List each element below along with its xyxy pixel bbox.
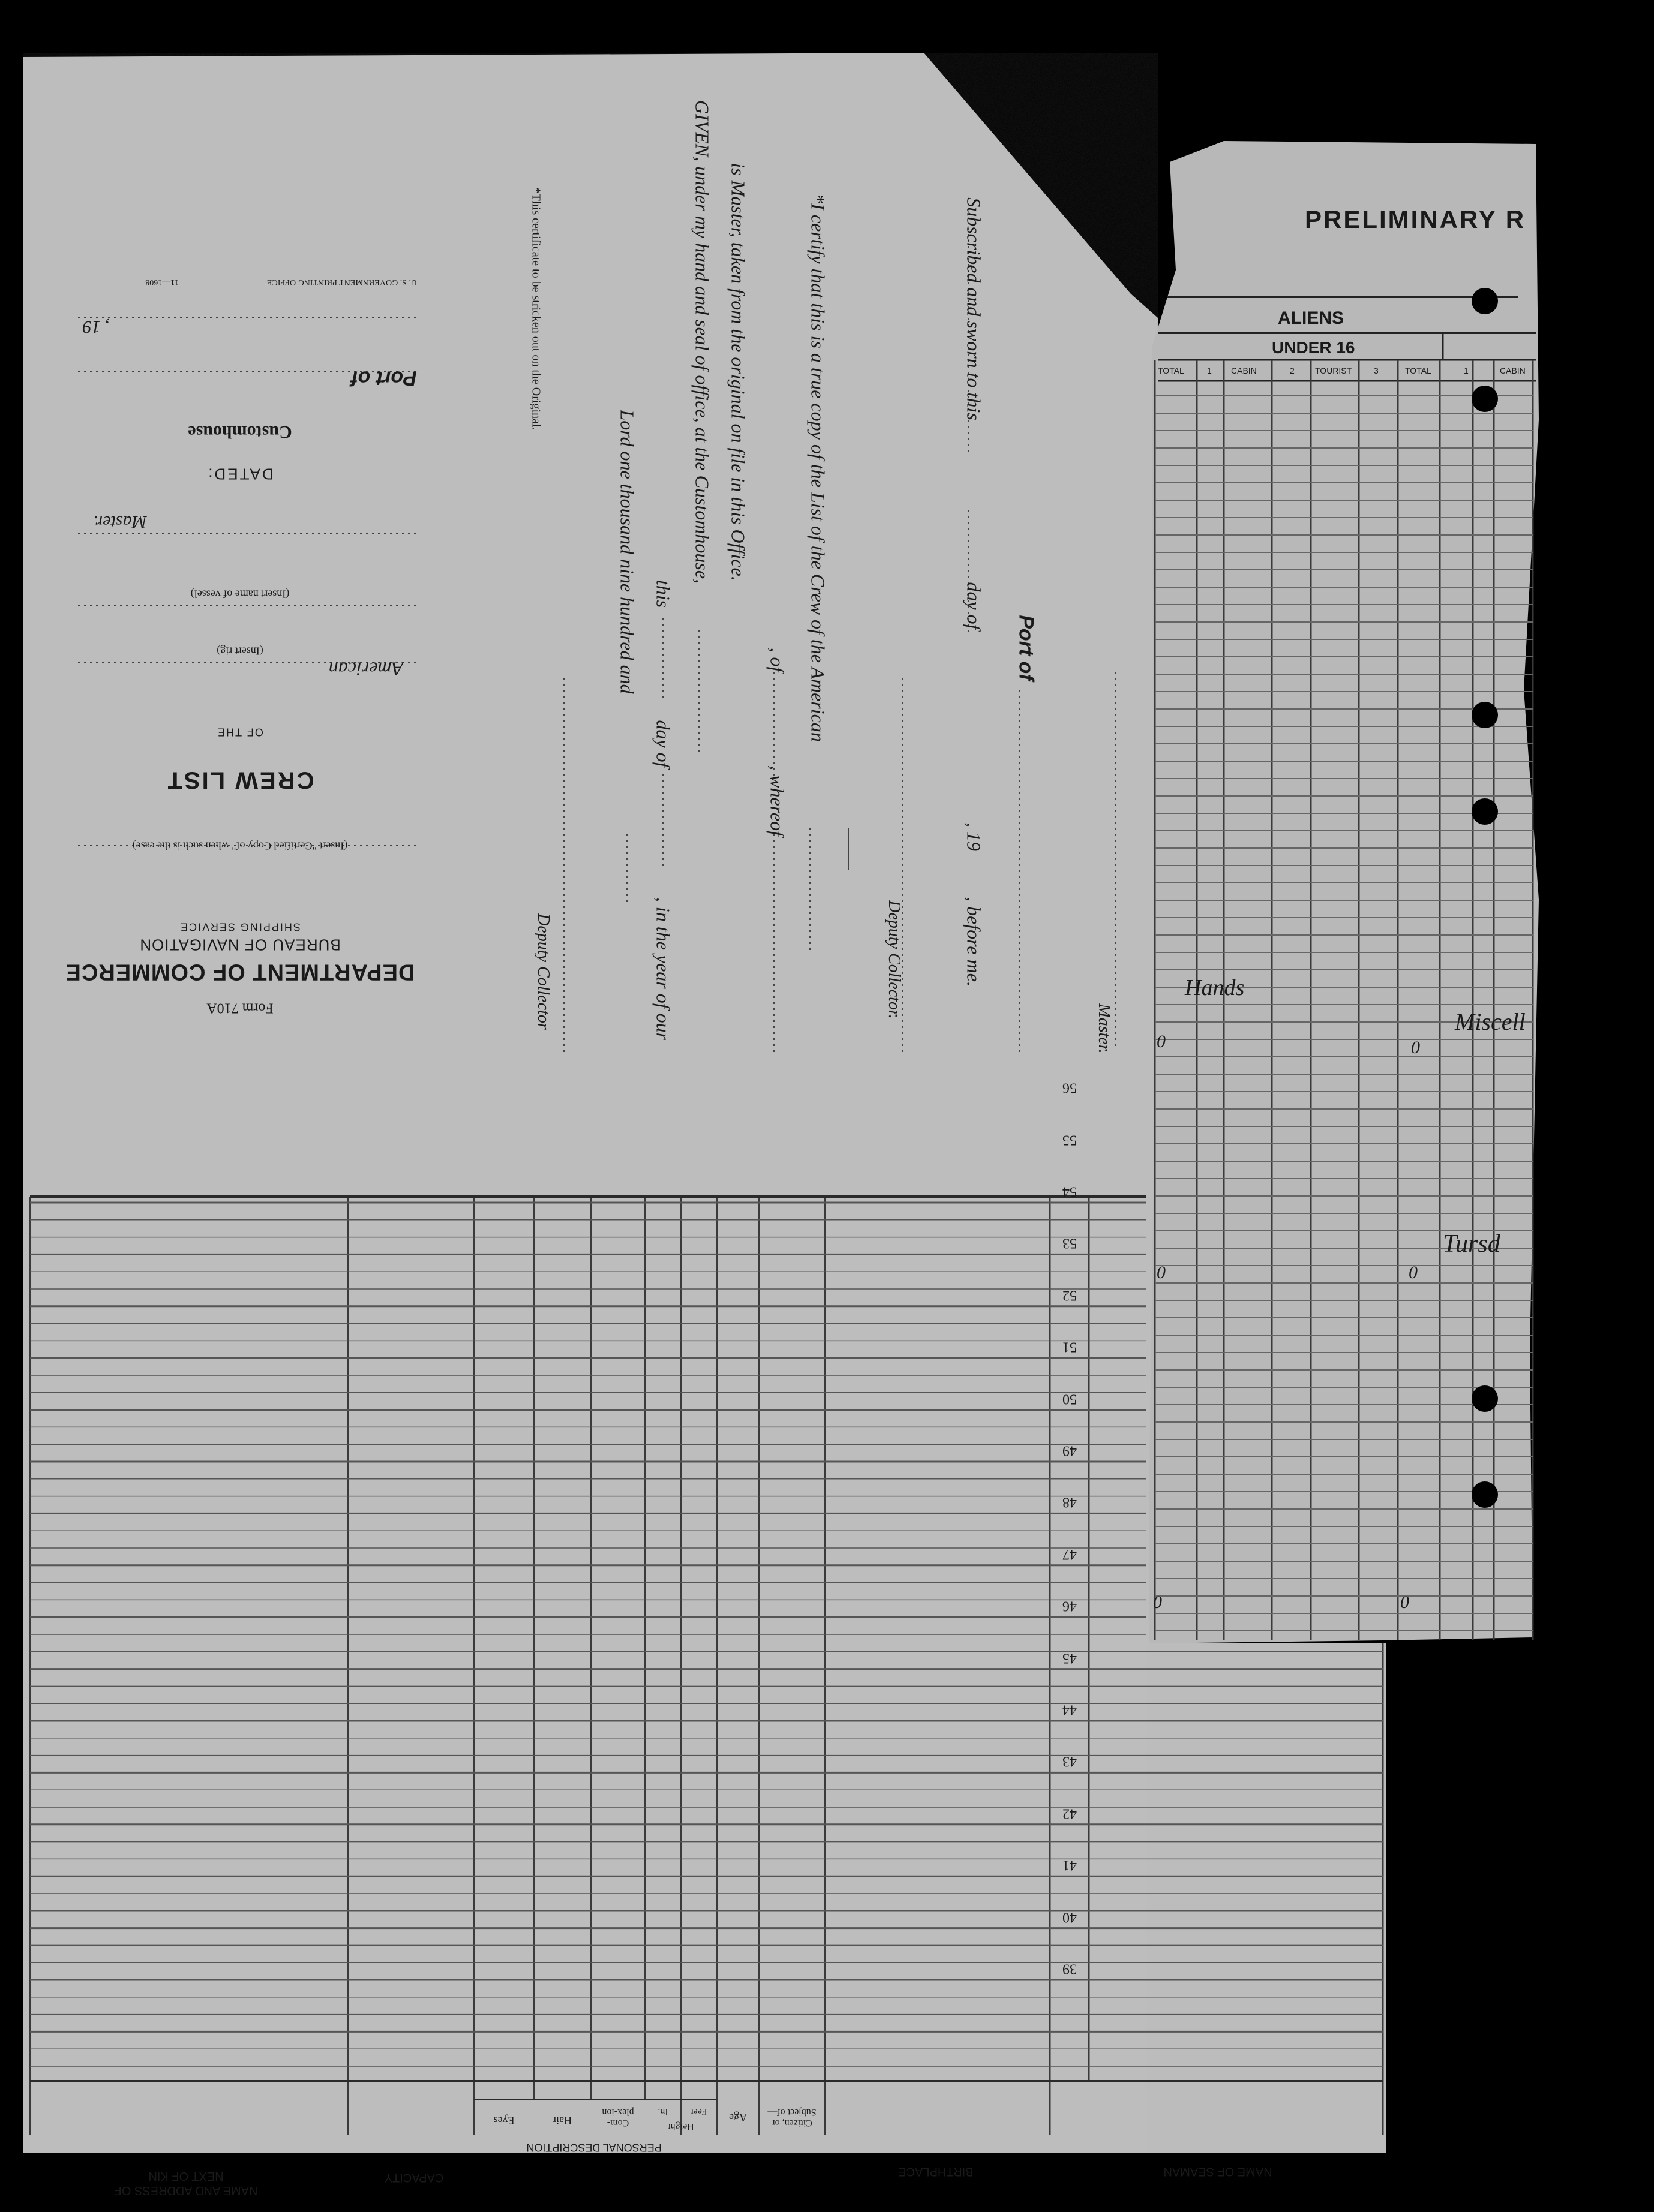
row-number: 39 (1062, 1961, 1077, 1977)
cert-port-of: Port of (1014, 615, 1038, 681)
cert-day-of-2: day of (652, 720, 674, 768)
punch-hole (1472, 386, 1498, 412)
overlay-column-label: TOTAL (1405, 366, 1431, 375)
certified-note: (Insert "Certified Copy of" when such is the case) (132, 840, 348, 852)
service-title: SHIPPING SERVICE (179, 921, 301, 933)
year-label: , 19 (82, 317, 110, 337)
row-number: 45 (1062, 1650, 1077, 1666)
header-feet: Feet (691, 2106, 707, 2117)
form-number: Form 710A (206, 1000, 274, 1016)
overlay-column-label: TOURIST (1315, 366, 1352, 375)
row-number: 43 (1062, 1753, 1077, 1769)
cert-given: GIVEN, under my hand and seal of office, at the Customhouse, (691, 100, 713, 584)
cert-master-sig: Master. (1095, 1003, 1113, 1054)
row-number: 53 (1062, 1235, 1077, 1251)
row-number: 44 (1062, 1702, 1077, 1718)
overlay-column-label: 1 (1207, 366, 1212, 375)
row-number: 41 (1062, 1857, 1077, 1873)
cert-whereof: , whereof (766, 765, 788, 836)
row-number: 42 (1062, 1805, 1077, 1822)
overlay-aliens: ALIENS (1278, 308, 1344, 328)
bureau-title: BUREAU OF NAVIGATION (139, 936, 341, 954)
header-eyes: Eyes (493, 2114, 515, 2127)
row-number: 40 (1062, 1909, 1077, 1925)
header-hair: Hair (553, 2114, 572, 2127)
printer-label: U. S. GOVERNMENT PRINTING OFFICE (266, 278, 418, 287)
crew-list-title: CREW LIST (166, 767, 314, 794)
cert-of: , of (766, 647, 788, 672)
row-number: 52 (1062, 1287, 1077, 1303)
printer-code: 11—1608 (145, 278, 179, 287)
row-number: 46 (1062, 1598, 1077, 1614)
port-of-label: Port of (351, 366, 417, 390)
row-number: 54 (1062, 1183, 1077, 1200)
cert-this: this (652, 579, 674, 608)
overlay-title: PRELIMINARY R (1305, 205, 1526, 233)
overlay-column-label: 2 (1290, 366, 1295, 375)
row-number: 48 (1062, 1494, 1077, 1510)
zero-3: 0 (1157, 1263, 1166, 1282)
header-name-of-seaman: NAME OF SEAMAN (1163, 2165, 1272, 2178)
insert-rig-note: (Insert rig) (217, 645, 263, 657)
header-citizen: Citizen, or Subject of— (767, 2107, 817, 2128)
insert-vessel-note: (Insert name of vessel) (190, 588, 290, 600)
punch-hole (1472, 1481, 1498, 1508)
row-number: 47 (1062, 1546, 1077, 1562)
row-number: 49 (1062, 1442, 1077, 1459)
row-number: 55 (1062, 1132, 1077, 1148)
overlay-column-label: CABIN (1500, 366, 1526, 375)
row-number: 51 (1062, 1339, 1077, 1355)
cert-subscribed: Subscribed and sworn to this (963, 197, 985, 420)
cert-lord: Lord one thousand nine hundred and (616, 410, 638, 694)
overlay-column-label: 1 (1464, 366, 1469, 375)
cert-certify: *I certify that this is a true copy of the List of the Crew of the American (807, 194, 829, 742)
overlay-column-label: 3 (1374, 366, 1379, 375)
zero-2: 0 (1411, 1038, 1420, 1057)
row-number: 56 (1062, 1080, 1077, 1096)
american-label: American (328, 658, 404, 680)
handwriting-tursd: Tursd (1443, 1230, 1500, 1258)
of-the-label: OF THE (217, 726, 263, 738)
cert-day-of: day of (963, 582, 985, 630)
punch-hole (1472, 288, 1498, 314)
header-next-of-kin: NAME AND ADDRESS OF NEXT OF KIN (114, 2169, 258, 2197)
header-capacity: CAPACITY (384, 2171, 444, 2184)
zero-5: 0 (1153, 1592, 1162, 1612)
customhouse-label: Customhouse (188, 422, 292, 442)
cert-deputy-2: Deputy Collector (534, 913, 553, 1030)
cert-is-master: is Master, taken from the original on file in this Office. (727, 163, 749, 581)
row-number: 50 (1062, 1391, 1077, 1407)
footnote: *This certificate to be stricken out on the Original. (529, 187, 543, 431)
header-personal-description: PERSONAL DESCRIPTION (526, 2141, 662, 2154)
punch-hole (1472, 1385, 1498, 1412)
cert-deputy-1: Deputy Collector. (885, 900, 903, 1019)
header-age: Age (729, 2111, 747, 2124)
overlay-under16: UNDER 16 (1272, 338, 1355, 357)
header-birthplace: BIRTHPLACE (898, 2165, 974, 2178)
overlay-column-label: TOTAL (1158, 366, 1184, 375)
zero-6: 0 (1400, 1592, 1409, 1612)
handwriting-miscell: Miscell (1455, 1008, 1526, 1035)
dated-label: DATED: (206, 465, 274, 483)
department-title: DEPARTMENT OF COMMERCE (65, 959, 415, 985)
overlay-column-label: CABIN (1231, 366, 1257, 375)
cert-before-me: , before me. (963, 897, 985, 987)
header-height: Height (668, 2121, 694, 2132)
master-label: Master. (93, 512, 147, 532)
zero-4: 0 (1409, 1263, 1418, 1282)
zero-1: 0 (1157, 1032, 1166, 1051)
cert-19: , 19 (963, 822, 985, 851)
header-in: In. (658, 2106, 668, 2117)
punch-hole (1472, 798, 1498, 825)
header-complexion: Com-plex-ion (602, 2107, 634, 2128)
punch-hole (1472, 702, 1498, 728)
cert-in-year: , in the year of our (652, 897, 674, 1041)
handwriting-hands: Hands (1185, 975, 1245, 1000)
